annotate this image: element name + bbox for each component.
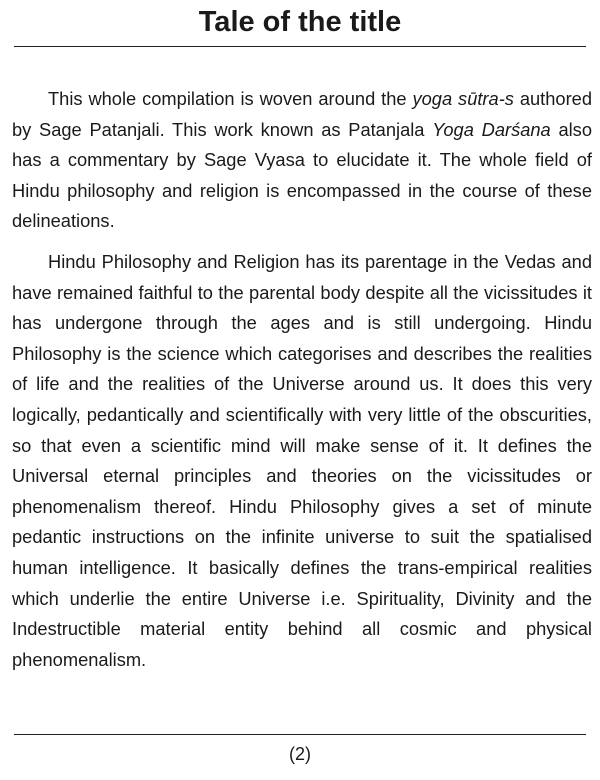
page-title: Tale of the title xyxy=(198,6,402,38)
paragraph-1-text-c: also has a commentary by Sage Vyasa to elucidate it. The whole field of Hindu philosophy and religion is encompassed in the course of these delineations. xyxy=(12,118,592,232)
paragraph-2: Hindu Philosophy and Religion has its parentage in the Vedas and have remained faithful to the parental body despite all the vicissitudes it has undergone through the ages and is still undergoing. Hindu Philosophy is the science which categorises and describes the realities of life and the realities of the Universe around us. It does this very logically, pedantically and scientifically with very little of the obscurities, so that even a scientific mind will make sense of it. It defines the Universal eternal principles and theories on the vicissitudes or phenomenalism thereof. Hindu Philosophy gives a set of minute pedantic instructions on the infinite universe to suit the spatialised human intelligence. It basically defines the trans-empirical realities which underlie the entire Universe i.e. Spirituality, Divinity and the Indestructible material entity behind all cosmic and physical phenomenalism. xyxy=(12,250,592,670)
page-number: (2) xyxy=(289,744,311,764)
paragraph-1-italic-b: Yoga Darśana xyxy=(432,118,551,140)
body-text xyxy=(12,84,592,685)
title-divider xyxy=(14,46,586,47)
paragraph-1-italic-a: yoga sūtra-s xyxy=(412,88,514,109)
paragraph-1 xyxy=(12,84,592,237)
footer-divider xyxy=(14,734,586,735)
paragraph-1-text-a: This whole compilation is woven around the xyxy=(48,88,413,109)
paragraph-1-text-b: authored by Sage Patanjali. This work known as Patanjala xyxy=(12,88,592,140)
